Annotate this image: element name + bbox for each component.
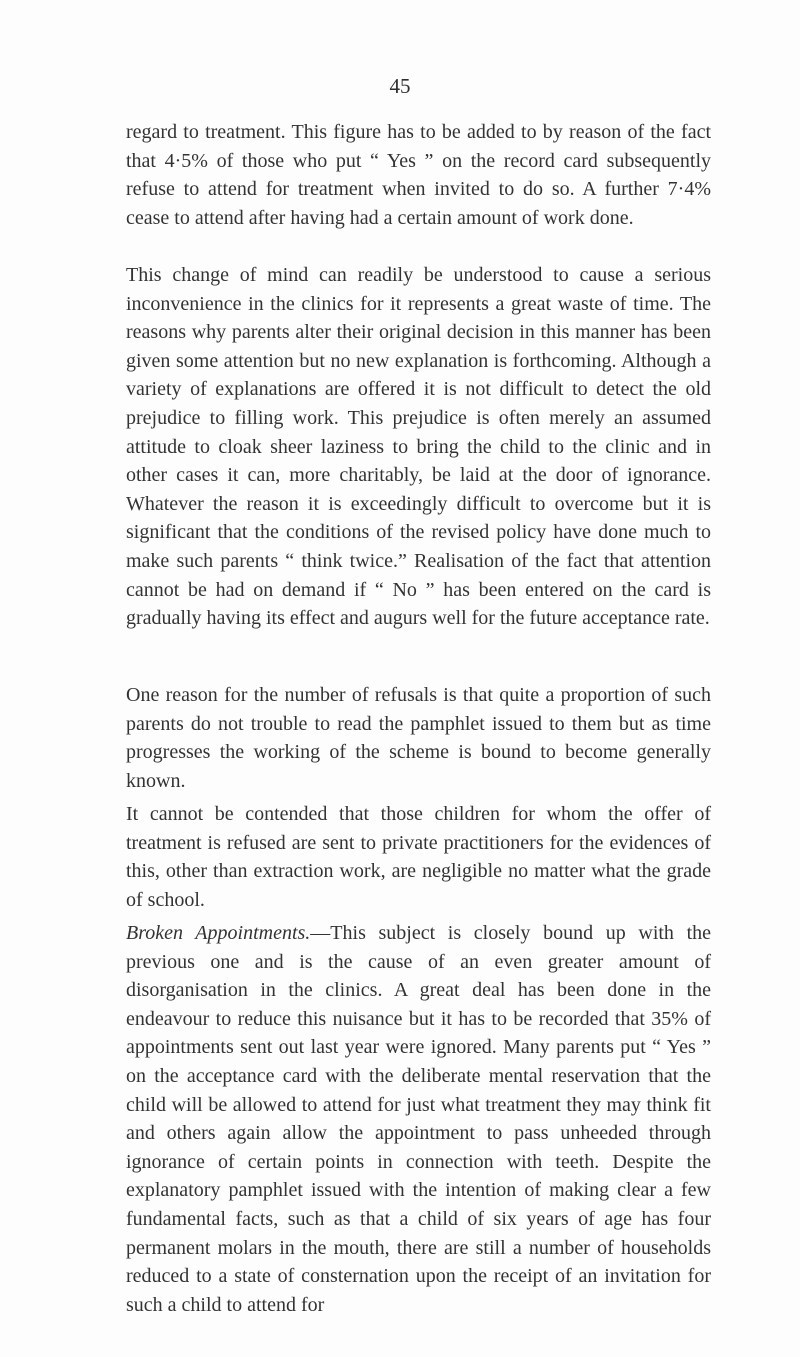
paragraph-4-text: It cannot be contended that those children for whom the offer of treatment is refused are sent to private practitioners for the evidences of this, other than extraction work, are negligible no matter what the grade of school.	[126, 803, 711, 911]
paragraph-2-text: This change of mind can readily be understood to cause a serious inconvenience in the clinics for it represents a great waste of time. The reasons why parents alter their original decision in this manner has been given some attention but no new explanation is forthcoming. Although a variety of explanations are offered it is not difficult to detect the old prejudice to filling work. This prejudice is often merely an assumed attitude to cloak sheer laziness to bring the child to the clinic and in other cases it can, more charitably, be laid at the door of ignorance. Whatever the reason it is exceedingly difficult to overcome but it is significant that the conditions of the revised policy have done much to make such parents “ think twice.” Realisation of the fact that attention cannot be had on demand if “ No ” has been entered on the card is gradually having its effect and augurs well for the future acceptance rate.	[126, 264, 711, 630]
paragraph-5-text: —This subject is closely bound up with the previous one and is the cause of an even greater amount of disorganisation in the clinics. A great deal has been done in the endeavour to reduce this nuisance but it has to be recorded that 35% of appointments sent out last year were ignored. Many parents put “ Yes ” on the acceptance card with the deliberate mental reservation that the child will be allowed to attend for just what treatment they may think fit and others again allow the appointment to pass unheeded through ignorance of certain points in connection with teeth. Despite the explanatory pamphlet issued with the intention of making clear a few fundamental facts, such as that a child of six years of age has four permanent molars in the mouth, there are still a number of households reduced to a state of consternation upon the receipt of an invitation for such a child to attend for	[126, 922, 712, 1316]
paragraph-4	[126, 800, 711, 914]
paragraph-1-text: regard to treatment. This figure has to be added to by reason of the fact that 4·5% of those who put “ Yes ” on the record card subsequently refuse to attend for treatment when invited to do so. A further 7·4% cease to attend after having had a certain amount of work done.	[126, 121, 711, 229]
paragraph-1	[126, 118, 711, 232]
paragraph-broken-appointments	[126, 919, 711, 1319]
paragraph-2	[126, 261, 711, 633]
paragraph-3-text: One reason for the number of refusals is that quite a proportion of such parents do not trouble to read the pamphlet issued to them but as time progresses the working of the scheme is bound to become generally known.	[126, 684, 711, 792]
section-heading-broken-appointments: Broken Appointments.	[126, 922, 311, 944]
page-number: 45	[389, 74, 411, 98]
paragraph-3	[126, 681, 711, 795]
